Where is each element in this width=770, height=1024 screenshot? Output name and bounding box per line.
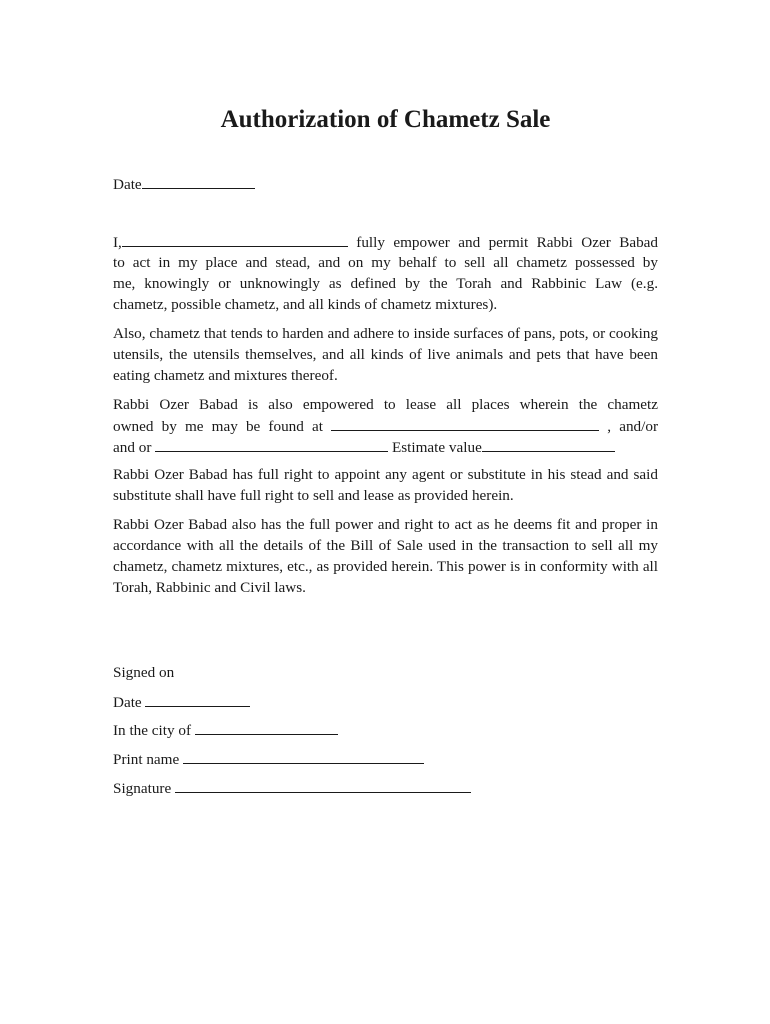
lease-line-2: [113, 415, 658, 437]
paragraph-agent: Rabbi Ozer Babad has full right to appoint any agent or substitute in his stead and said substitute shall have full right to sell and lease as provided herein.: [113, 466, 658, 504]
intro-line1-rest: fully empower and permit Rabbi Ozer Babad: [356, 234, 658, 251]
print-name-field[interactable]: [183, 748, 424, 764]
print-name-line: [113, 748, 424, 770]
paragraph-power: Rabbi Ozer Babad also has the full power and right to act as he deems fit and proper in accordance with all the details of the Bill of Sale used in the transaction to sell all my chametz, chametz mixtures, etc., as provided herein. This power is in conformity with all Torah, Rabbinic and Civil laws.: [113, 516, 658, 596]
intro-prefix: I,: [113, 234, 122, 251]
intro-line-3: me, knowingly or unknowingly as defined by the Torah and Rabbinic Law (e.g.: [113, 275, 658, 292]
lease-line-1: Rabbi Ozer Babad is also empowered to lease all places wherein the chametz: [113, 396, 658, 413]
city-field[interactable]: [195, 719, 338, 735]
signature-field[interactable]: [175, 777, 471, 793]
sign-date-field[interactable]: [145, 691, 250, 707]
name-field[interactable]: [122, 231, 348, 247]
location-field[interactable]: [331, 415, 599, 431]
intro-line-2: to act in my place and stead, and on my behalf to sell all chametz possessed by: [113, 254, 658, 271]
sign-date-label: Date: [113, 694, 142, 711]
alt-location-field[interactable]: [155, 436, 388, 452]
signature-line: [113, 777, 471, 799]
estimate-label: Estimate value: [391, 439, 482, 456]
sign-date-line: [113, 691, 250, 713]
city-label: In the city of: [113, 722, 192, 739]
lease-line2-suffix: , and/or: [607, 418, 659, 435]
print-name-label: Print name: [113, 751, 180, 768]
lease-line2-prefix: owned by me may be found at: [113, 418, 323, 435]
signed-on-label: Signed on: [113, 664, 175, 681]
lease-line-3: [113, 436, 615, 458]
lease-line3-prefix: and or: [113, 439, 152, 456]
date-field[interactable]: [142, 173, 255, 189]
document-title: Authorization of Chametz Sale: [220, 106, 551, 133]
estimate-value-field[interactable]: [482, 436, 615, 452]
intro-line-4: chametz, possible chametz, and all kinds of chametz mixtures).: [113, 296, 498, 313]
date-label: Date: [113, 176, 142, 193]
signature-label: Signature: [113, 780, 172, 797]
intro-line-1: [113, 231, 658, 253]
city-line: [113, 719, 338, 741]
paragraph-also: Also, chametz that tends to harden and adhere to inside surfaces of pans, pots, or cooking utensils, the utensils themselves, and all kinds of live animals and pets that have been eating chametz and mixtures thereof.: [113, 325, 658, 384]
date-line: [113, 173, 255, 195]
